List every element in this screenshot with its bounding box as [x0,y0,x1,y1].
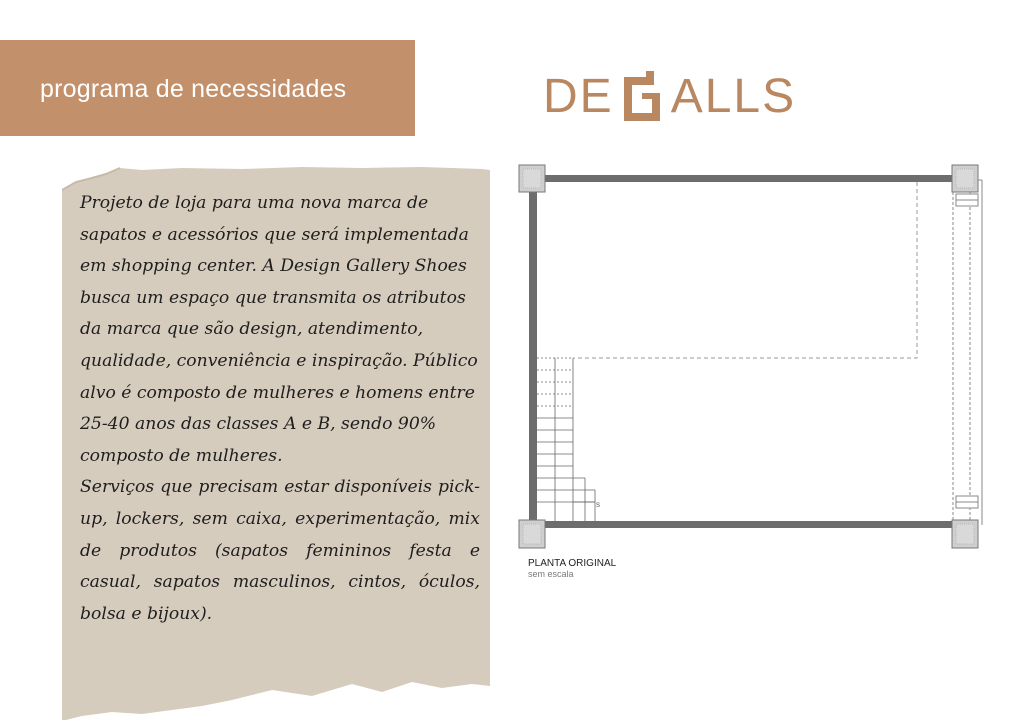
column-bottom-left [519,520,545,548]
brand-logo [543,68,796,124]
bottom-wall [545,521,963,528]
page-title: programa de necessidades [40,75,347,103]
column-top-right [952,165,978,192]
project-description [80,188,480,630]
column-bottom-right [952,520,978,548]
logo-prefix: DE [543,69,614,123]
left-wall [529,182,537,522]
floor-plan [515,160,990,555]
stair [537,358,595,521]
plan-scale-note: sem escala [528,569,574,579]
column-top-left [519,165,545,192]
top-wall [545,175,963,182]
storefront-glazing [953,180,982,525]
intro-paragraph: Projeto de loja para uma nova marca de sapatos e acessórios que será implementada em shopping center. A Design Gallery Shoes busca um espaço que transmita os atributos da marca que são design, atendimento, qualidade, conveniência e inspiração. Público alvo é composto de mulheres e homens entre 25-40 anos das classes A e B, sendo 90% composto de mulheres. [80,193,478,466]
stair-mark: S [596,503,601,509]
logo-mark-icon [618,71,666,121]
mezzanine-outline [573,182,917,358]
plan-caption [528,558,616,580]
services-paragraph: Serviços que precisam estar disponíveis pick-up, lockers, sem caixa, experimentação, mix de produtos (sapatos femininos festa e casual, sapatos masculinos, cintos, óculos, bolsa e bijoux). [80,477,480,624]
logo-suffix: ALLS [670,69,797,123]
plan-label: PLANTA ORIGINAL [528,558,617,569]
